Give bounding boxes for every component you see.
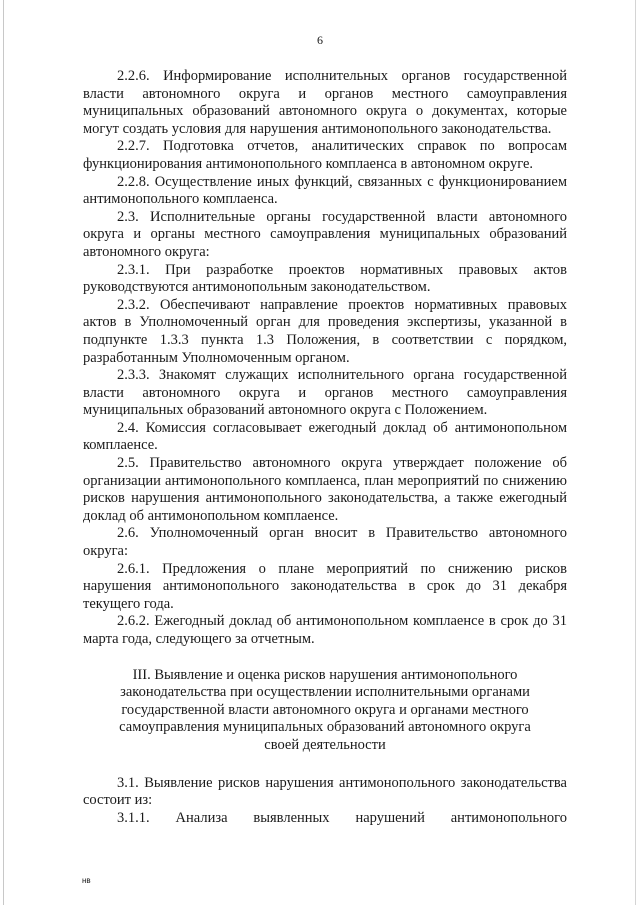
paragraph-3-1-1: 3.1.1. Анализа выявленных нарушений антимонопольного (117, 809, 567, 826)
paragraph-2-2-8: 2.2.8. Осуществление иных функций, связанных с функционированием антимонопольного комплаенса. (83, 173, 567, 208)
section-heading (83, 667, 567, 755)
section-heading-line: самоуправления муниципальных образований автономного округа (119, 719, 531, 736)
section-heading-line: государственной власти автономного округа и органами местного (121, 701, 529, 718)
document-body (83, 68, 567, 827)
paragraph-2-3: 2.3. Исполнительные органы государственной власти автономного округа и органы местного самоуправления муниципальных образований автономного округа: (83, 208, 567, 260)
paragraph-2-6-2: 2.6.2. Ежегодный доклад об антимонопольном комплаенсе в срок до 31 марта года, следующего за отчетным. (83, 613, 567, 647)
section-heading-line: III. Выявление и оценка рисков нарушения антимонопольного (132, 666, 518, 683)
paragraph-2-6-1: 2.6.1. Предложения о плане мероприятий по снижению рисков нарушения антимонопольного законодательства в срок до 31 декабря текущего года. (83, 560, 567, 612)
paragraph-2-3-3: 2.3.3. Знакомят служащих исполнительного органа государственной власти автономного округа и органов местного самоуправления муниципальных образований автономного округа с Положением. (83, 367, 567, 419)
footer-mark: нв (82, 876, 91, 885)
section-heading-line: своей деятельности (264, 736, 386, 753)
page-number: 6 (317, 33, 323, 47)
paragraph-3-1: 3.1. Выявление рисков нарушения антимонопольного законодательства состоит из: (83, 774, 567, 809)
scan-edge-left (3, 0, 4, 905)
paragraph-2-3-2: 2.3.2. Обеспечивают направление проектов нормативных правовых актов в Уполномоченный орган для проведения экспертизы, указанной в подпункте 1.3.3 пункта 1.3 Положения, в соответствии с порядком, разработанным Уполномоченным органом. (83, 296, 567, 366)
paragraph-2-4: 2.4. Комиссия согласовывает ежегодный доклад об антимонопольном комплаенсе. (83, 419, 567, 454)
paragraph-2-5: 2.5. Правительство автономного округа утверждает положение об организации антимонопольного комплаенса, план мероприятий по снижению рисков нарушения антимонопольного законодательства, а также ежегодный доклад об антимонопольном комплаенсе. (83, 455, 567, 524)
paragraph-2-2-7: 2.2.7. Подготовка отчетов, аналитических справок по вопросам функционирования антимонопольного комплаенса в автономном округе. (83, 138, 567, 172)
paragraph-2-3-1: 2.3.1. При разработке проектов нормативных правовых актов руководствуются антимонопольным законодательством. (83, 261, 567, 296)
scan-edge-right (635, 0, 636, 905)
section-heading-line: законодательства при осуществлении исполнительными органами (120, 684, 530, 701)
paragraph-2-2-6: 2.2.6. Информирование исполнительных органов государственной власти автономного округа и органов местного самоуправления муниципальных образований автономного округа о документах, которые могут создать условия для нарушения антимонопольного законодательства. (83, 68, 567, 137)
paragraph-2-6: 2.6. Уполномоченный орган вносит в Правительство автономного округа: (83, 525, 567, 560)
